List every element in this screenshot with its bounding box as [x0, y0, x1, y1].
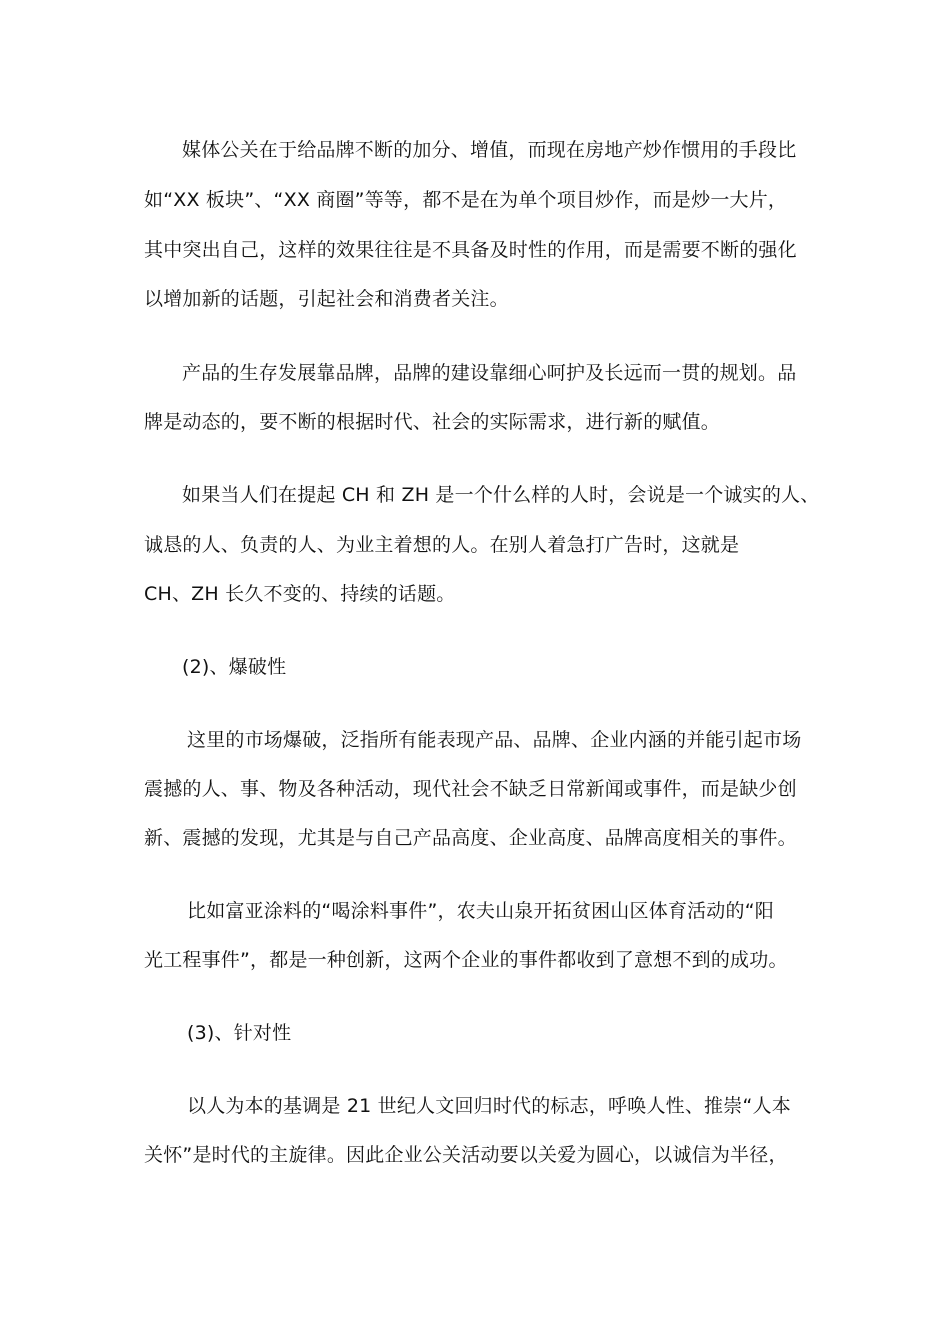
paragraph-6-line-2: 关怀”是时代的主旋律。因此企业公关活动要以关爱为圆心，以诚信为半径，	[144, 1144, 788, 1166]
paragraph-2-line-1: 产品的生存发展靠品牌，品牌的建设靠细心呵护及长远而一贯的规划。品	[182, 362, 797, 384]
paragraph-5-line-1: 比如富亚涂料的“喝涂料事件”，农夫山泉开拓贫困山区体育活动的“阳	[187, 900, 774, 922]
paragraph-4-line-2: 震撼的人、事、物及各种活动，现代社会不缺乏日常新闻或事件，而是缺少创	[144, 778, 797, 800]
paragraph-1-line-3: 其中突出自己，这样的效果往往是不具备及时性的作用，而是需要不断的强化	[144, 239, 797, 261]
paragraph-4-line-1: 这里的市场爆破，泛指所有能表现产品、品牌、企业内涵的并能引起市场	[187, 729, 802, 751]
paragraph-2-line-2: 牌是动态的，要不断的根据时代、社会的实际需求，进行新的赋值。	[144, 411, 721, 433]
paragraph-6-line-1: 以人为本的基调是 21 世纪人文回归时代的标志，呼唤人性、推崇“人本	[187, 1095, 791, 1117]
paragraph-1-line-1: 媒体公关在于给品牌不断的加分、增值，而现在房地产炒作惯用的手段比	[182, 139, 797, 161]
paragraph-3-line-1: 如果当人们在提起 CH 和 ZH 是一个什么样的人时，会说是一个诚实的人、	[182, 484, 820, 506]
paragraph-1-line-4: 以增加新的话题，引起社会和消费者关注。	[144, 288, 509, 310]
paragraph-4-line-3: 新、震撼的发现，尤其是与自己产品高度、企业高度、品牌高度相关的事件。	[144, 827, 797, 849]
paragraph-3-line-3: CH、ZH 长久不变的、持续的话题。	[144, 583, 456, 605]
paragraph-5-line-2: 光工程事件”，都是一种创新，这两个企业的事件都收到了意想不到的成功。	[144, 949, 788, 971]
section-heading-targeted: (3)、针对性	[187, 1022, 292, 1044]
paragraph-1-line-2: 如“XX 板块”、“XX 商圈”等等，都不是在为单个项目炒作，而是炒一大片，	[144, 189, 788, 211]
section-heading-explosive: (2)、爆破性	[182, 656, 287, 678]
paragraph-3-line-2: 诚恳的人、负责的人、为业主着想的人。在别人着急打广告时，这就是	[144, 534, 740, 556]
